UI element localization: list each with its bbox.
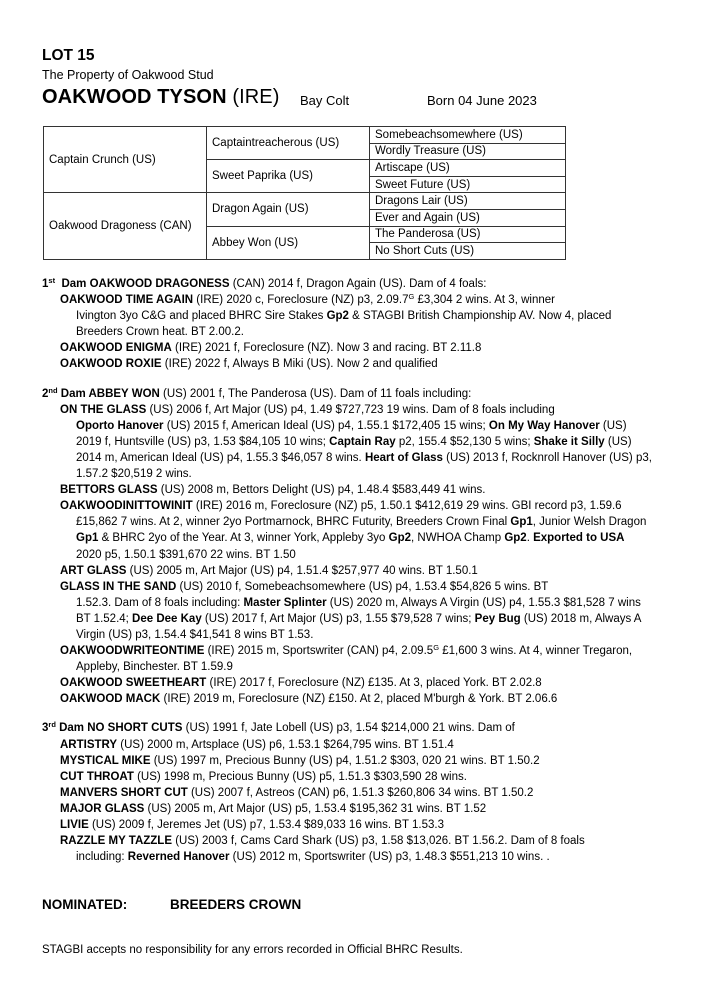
first-dam-entry: OAKWOOD TIME AGAIN (IRE) 2020 c, Foreclosure (NZ) p3, $2.09.7^G$ £3,304 2 wins. At 3, winner <box>60 292 555 307</box>
first-dam-entry: OAKWOOD ROXIE (IRE) 2022 f, Always B Miki (US). Now 2 and qualified <box>60 358 438 371</box>
lot-number: LOT 15 <box>42 47 95 64</box>
produce-record: 1st Dam OAKWOOD DRAGONESS (CAN) 2014 f, Dragon Again (US). Dam of 4 foals: OAKWOOD TIME AGAIN (IRE) 2020 c, Foreclosure (NZ) p3, $2.09.7^G$ £3,304 2 wins. At 3, winner Ivington 3yo C&G and placed BHRC Sire Stakes Gp2 & STAGBI British Championship AV. Now 4, placed Breeders Crown heat. BT 2.00.2. OAKWOOD ENIGMA (IRE) 2021 f, Foreclosure (NZ). Now 3 and racing. BT 2.11.8 OAKWOOD ROXIE (IRE) 2022 f, Always B Miki (US). Now 2 and qualified 2nd Dam ABBEY WON (US) 2001 f, The Panderosa (US). Dam of 11 foals including: ON THE GLASS (US) 2006 f, Art Major (US) p4, 1.49 $727,723 19 wins. Dam of 8 foals including Oporto Hanover (US) 2015 f, American Ideal (US) p4, 1.55.1 $172,405 15 wins; On My Way Hanover (US) 2019 f, Huntsville (US) p3, 1.53 $84,105 10 wins; Captain Ray p2, 155.4 $52,130 5 wins; Shake it Silly (US) 2014 m, American Ideal (US) p4, 1.55.3 $46,057 8 wins. Heart of Glass (US) 2013 f, Rocknroll Hanover (US) p3, 1.57.2 $20,519 2 wins. BETTORS GLASS (US) 2008 m, Bettors Delight (US) p4, 1.48.4 $583,449 41 wins. OAKWOODINITTOWINIT (IRE) 2016 m, Foreclosure (NZ) p5, 1.50.1 $412,619 29 wins. GBI record p3, 1.59.6 £15,862 7 wins. At 2, winner 2yo Portmarnock, BHRC Futurity, Breeders Crown Final Gp1, Junior Welsh Dragon Gp1 & BHRC 2yo of the Year. At 3, winner York, Appleby 3yo Gp2, NWHOA Champ Gp2. Exported to USA 2020 p5, 1.50.1 $391,670 22 wins. BT 1.50 ART GLASS (US) 2005 m, Art Major (US) p4, 1.51.4 $257,977 40 wins. BT 1.50.1 GLASS IN THE SAND (US) 2010 f, Somebeachsomewhere (US) p4, 1.53.4 $54,826 5 wins. BT 1.52.3. Dam of 8 foals including: Master Splinter (US) 2020 m, Always A Virgin (US) p4, 1.55.3 $81,528 7 wins BT 1.52.4; Dee Dee Kay (US) 2017 f, Art Major (US) p3, 1.55 $79,528 7 wins; Pey Bug (US) 2018 m, Always A Virgin (US) p3, 1.54.4 $41,541 8 wins BT 1.53. OAKWOODWRITEONTIME (IRE) 2015 m, Sportswriter (CAN) p4, $2.09.5^G$ £1,600 3 wins. At 4, winner Tregaron, Appleby, Binchester. BT 1.59.9 OAKWOOD SWEETHEART (IRE) 2017 f, Foreclosure (NZ) £135. At 3, placed York. BT 2.02.8 OAKWOOD MACK (IRE) 2019 m, Foreclosure (NZ) £150. At 2, placed M'burgh & York. BT 2.06.6 3rd Dam NO SHORT CUTS (US) 1991 f, Jate Lobell (US) p3, 1.54 $214,000 21 wins. Dam of ARTISTRY (US) 2000 m, Artsplace (US) p6, 1.53.1 $264,795 wins. BT 1.51.4 MYSTICAL MIKE (US) 1997 m, Precious Bunny (US) p4, 1.51.2 $303, 020 21 wins. BT 1.50.2 CUT THROAT (US) 1998 m, Precious Bunny (US) p5, 1.51.3 $303,590 28 wins. MANVERS SHORT CUT (US) 2007 f, Astreos (CAN) p6, 1.51.3 $260,806 34 wins. BT 1.50.2 MAJOR GLASS (US) 2005 m, Art Major (US) p5, 1.53.4 $195,362 31 wins. BT 1.52 LIVIE (US) 2009 f, Jeremes Jet (US) p7, 1.53.4 $89,033 16 wins. BT 1.53.3 RAZZLE MY TAZZLE (US) 2003 f, Cams Card Shark (US) p3, 1.58 $13,026. BT 1.56.2. Dam of 8 foals including: Reverned Hanover (US) 2012 m, Sportswriter (US) p3, 1.48.3 $551,213 10 wins. . <box>42 276 682 865</box>
first-dam-entry: OAKWOOD ENIGMA (IRE) 2021 f, Foreclosure (NZ). Now 3 and racing. BT 2.11.8 <box>60 342 482 355</box>
third-dam-entry: ARTISTRY (US) 2000 m, Artsplace (US) p6, 1.53.1 $264,795 wins. BT 1.51.4 <box>60 738 454 751</box>
horse-born-date: Born 04 June 2023 <box>427 93 537 108</box>
disclaimer-footer: STAGBI accepts no responsibility for any errors recorded in Official BHRC Results. <box>42 944 463 956</box>
pedigree-sire: Captain Crunch (US) <box>44 127 207 193</box>
nominated-value: BREEDERS CROWN <box>170 897 302 912</box>
first-dam-heading: 1st Dam OAKWOOD DRAGONESS (CAN) 2014 f, Dragon Again (US). Dam of 4 foals: <box>42 276 487 290</box>
pedigree-table <box>43 126 566 260</box>
third-dam-entry: MANVERS SHORT CUT (US) 2007 f, Astreos (CAN) p6, 1.51.3 $260,806 34 wins. BT 1.50.2 <box>60 786 534 799</box>
owner-line: The Property of Oakwood Stud <box>42 68 214 82</box>
pedigree-sire-sire: Captaintreacherous (US) <box>207 127 370 160</box>
second-dam-entry: BETTORS GLASS (US) 2008 m, Bettors Delight (US) p4, 1.48.4 $583,449 41 wins. <box>60 484 486 497</box>
second-dam-entry: OAKWOODWRITEONTIME (IRE) 2015 m, Sportswriter (CAN) p4, $2.09.5^G$ £1,600 3 wins. At 4, winner Tregaron, <box>60 643 633 658</box>
pedigree-gen3-1: Somebeachsomewhere (US) <box>370 127 566 144</box>
pedigree-gen3-2: Wordly Treasure (US) <box>370 143 566 160</box>
third-dam-entry: MAJOR GLASS (US) 2005 m, Art Major (US) p5, 1.53.4 $195,362 31 wins. BT 1.52 <box>60 802 487 815</box>
third-dam-entry: MYSTICAL MIKE (US) 1997 m, Precious Bunny (US) p4, 1.51.2 $303, 020 21 wins. BT 1.50.2 <box>60 754 540 767</box>
pedigree-gen3-6: Ever and Again (US) <box>370 209 566 226</box>
pedigree-sire-dam: Sweet Paprika (US) <box>207 160 370 193</box>
horse-country: (IRE) <box>232 86 280 108</box>
horse-name <box>42 86 279 109</box>
second-dam-entry: OAKWOOD SWEETHEART (IRE) 2017 f, Foreclosure (NZ) £135. At 3, placed York. BT 2.02.8 <box>60 677 542 690</box>
pedigree-dam-dam: Abbey Won (US) <box>207 226 370 259</box>
second-dam-entry: OAKWOODINITTOWINIT (IRE) 2016 m, Foreclosure (NZ) p5, 1.50.1 $412,619 29 wins. GBI record p3, 1.59.6 <box>60 500 622 513</box>
second-dam-entry: ART GLASS (US) 2005 m, Art Major (US) p4, 1.51.4 $257,977 40 wins. BT 1.50.1 <box>60 564 478 577</box>
horse-title-row <box>42 86 682 112</box>
pedigree-gen3-8: No Short Cuts (US) <box>370 243 566 260</box>
pedigree-dam: Oakwood Dragoness (CAN) <box>44 193 207 259</box>
horse-name-text: OAKWOOD TYSON <box>42 86 227 108</box>
pedigree-gen3-5: Dragons Lair (US) <box>370 193 566 210</box>
second-dam-heading: 2nd Dam ABBEY WON (US) 2001 f, The Panderosa (US). Dam of 11 foals including: <box>42 385 472 400</box>
second-dam-entry: OAKWOOD MACK (IRE) 2019 m, Foreclosure (NZ) £150. At 2, placed M'burgh & York. BT 2.06.6 <box>60 693 558 706</box>
third-dam-entry: RAZZLE MY TAZZLE (US) 2003 f, Cams Card Shark (US) p3, 1.58 $13,026. BT 1.56.2. Dam of 8 foals <box>60 835 585 848</box>
second-dam-entry: GLASS IN THE SAND (US) 2010 f, Somebeachsomewhere (US) p4, 1.53.4 $54,826 5 wins. BT <box>60 580 549 593</box>
pedigree-dam-sire: Dragon Again (US) <box>207 193 370 226</box>
third-dam-entry: LIVIE (US) 2009 f, Jeremes Jet (US) p7, 1.53.4 $89,033 16 wins. BT 1.53.3 <box>60 819 444 831</box>
pedigree-gen3-7: The Panderosa (US) <box>370 226 566 243</box>
pedigree-gen3-4: Sweet Future (US) <box>370 176 566 193</box>
third-dam-entry: CUT THROAT (US) 1998 m, Precious Bunny (US) p5, 1.51.3 $303,590 28 wins. <box>60 770 467 783</box>
pedigree-gen3-3: Artiscape (US) <box>370 160 566 177</box>
nominated-label: NOMINATED: <box>42 897 128 912</box>
third-dam-heading: 3rd Dam NO SHORT CUTS (US) 1991 f, Jate Lobell (US) p3, 1.54 $214,000 21 wins. Dam of <box>42 720 515 735</box>
second-dam-entry: ON THE GLASS (US) 2006 f, Art Major (US) p4, 1.49 $727,723 19 wins. Dam of 8 foals including <box>60 403 555 416</box>
horse-colour-sex: Bay Colt <box>300 93 350 108</box>
